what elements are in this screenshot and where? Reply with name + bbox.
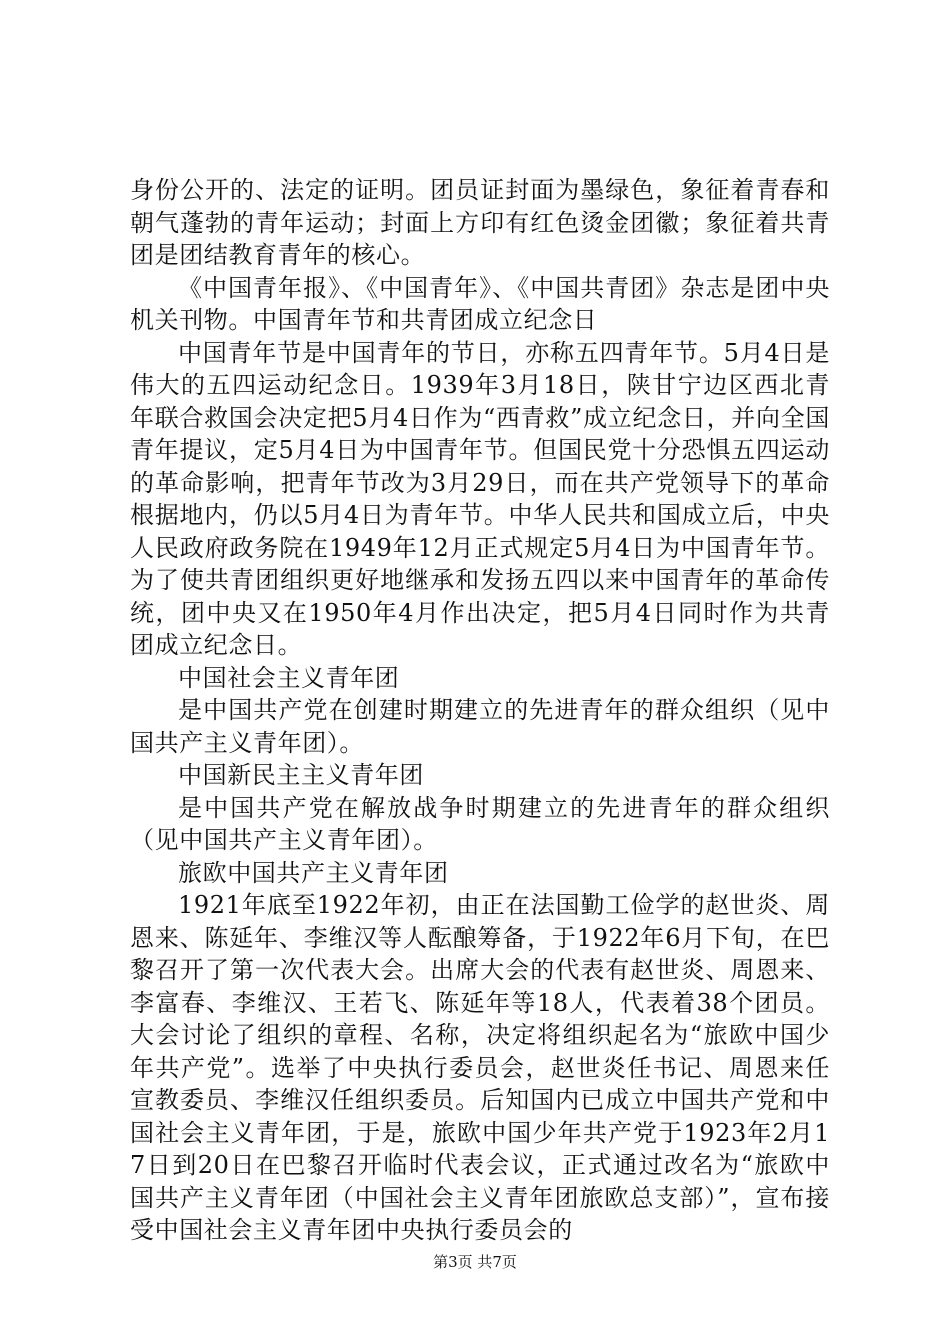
- page-number-footer: 第3页 共7页: [433, 1253, 517, 1271]
- paragraph-publications: 《中国青年报》、《中国青年》、《中国共青团》杂志是团中央机关刊物。中国青年节和共青团成立纪念日: [130, 273, 830, 334]
- heading-new-democratic-youth-league: 中国新民主主义青年团: [178, 761, 424, 789]
- paragraph-continuation: 身份公开的、法定的证明。团员证封面为墨绿色，象征着青春和朝气蓬勃的青年运动；封面上方印有红色烫金团徽；象征着共青团是团结教育青年的核心。: [130, 176, 830, 269]
- paragraph-socialist-youth-league: 是中国共产党在创建时期建立的先进青年的群众组织（见中国共产主义青年团）。: [130, 696, 830, 757]
- paragraph-european-branch: 1921年底至1922年初，由正在法国勤工俭学的赵世炎、周恩来、陈延年、李维汉等人酝酿筹备，于1922年6月下旬，在巴黎召开了第一次代表大会。出席大会的代表有赵世炎、周恩来、李富春、李维汉、王若飞、陈延年等18人，代表着38个团员。大会讨论了组织的章程、名称，决定将组织起名为“旅欧中国少年共产党”。选举了中央执行委员会，赵世炎任书记、周恩来任宣教委员、李维汉任组织委员。后知国内已成立中国共产党和中国社会主义青年团，于是，旅欧中国少年共产党于1923年2月17日到20日在巴黎召开临时代表会议，正式通过改名为“旅欧中国共产主义青年团（中国社会主义青年团旅欧总支部）”，宣布接受中国社会主义青年团中央执行委员会的: [130, 891, 830, 1244]
- heading-european-branch: 旅欧中国共产主义青年团: [178, 858, 449, 887]
- heading-socialist-youth-league: 中国社会主义青年团: [178, 663, 400, 692]
- document-body: [130, 174, 830, 1247]
- paragraph-new-democratic-youth-league: 是中国共产党在解放战争时期建立的先进青年的群众组织（见中国共产主义青年团）。: [130, 793, 830, 854]
- paragraph-youth-day: 中国青年节是中国青年的节日，亦称五四青年节。5月4日是伟大的五四运动纪念日。1939年3月18日，陕甘宁边区西北青年联合救国会决定把5月4日作为“西青救”成立纪念日，并向全国青年提议，定5月4日为中国青年节。但国民党十分恐惧五四运动的革命影响，把青年节改为3月29日，而在共产党领导下的革命根据地内，仍以5月4日为青年节。中华人民共和国成立后，中央人民政府政务院在1949年12月正式规定5月4日为中国青年节。为了使共青团组织更好地继承和发扬五四以来中国青年的革命传统，团中央又在1950年4月作出决定，把5月4日同时作为共青团成立纪念日。: [130, 338, 830, 659]
